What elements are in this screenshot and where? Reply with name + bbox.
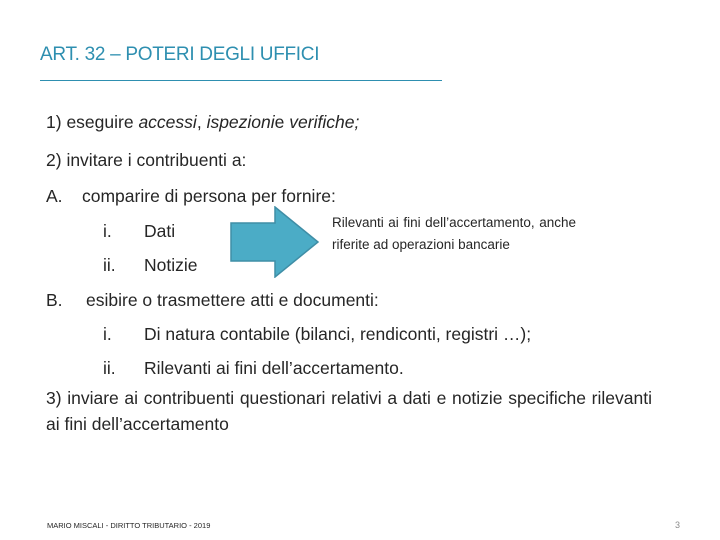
item-3-bold: inviare ai contribuenti questionari xyxy=(67,388,326,408)
item-3 xyxy=(46,385,652,437)
sub-a-item-1-text: Dati xyxy=(144,221,176,241)
sub-b-item-1-text: Di natura contabile (bilanci, rendiconti, registri …); xyxy=(144,324,532,344)
sub-b-marker: B. xyxy=(46,290,63,310)
item-1 xyxy=(46,112,359,133)
right-arrow-icon xyxy=(230,206,320,278)
item-2-text: invitare i contribuenti xyxy=(66,150,227,170)
item-2-number: 2) xyxy=(46,150,62,170)
item-1-ispezioni: ispezioni xyxy=(206,112,275,132)
item-1-accessi: accessi xyxy=(138,112,197,132)
footer-text: MARIO MISCALI - DIRITTO TRIBUTARIO - 2019 xyxy=(47,521,211,530)
sub-b-item-2-text: Rilevanti ai fini dell’accertamento. xyxy=(144,358,404,378)
sub-a-text: comparire di persona per fornire: xyxy=(82,186,336,206)
sub-b-item-1-marker: i. xyxy=(103,324,112,344)
item-2-suffix: a: xyxy=(231,150,247,170)
page-number: 3 xyxy=(674,520,680,530)
sub-b-text: esibire o trasmettere atti e documenti: xyxy=(86,290,379,310)
item-1-and: e xyxy=(274,112,285,132)
item-1-comma: , xyxy=(196,112,202,132)
sub-a-item-2-text: Notizie xyxy=(144,255,198,275)
item-1-number: 1) xyxy=(46,112,62,132)
sub-b-item-2-marker: ii. xyxy=(103,358,116,378)
sub-a-note: Rilevanti ai fini dell’accertamento, anche riferite ad operazioni bancarie xyxy=(332,215,576,252)
item-3-text: relativi a dati e notizie specifiche rilevanti ai fini dell’accertamento xyxy=(46,388,652,434)
title-underline xyxy=(40,80,442,81)
slide-title: ART. 32 – POTERI DEGLI UFFICI xyxy=(40,44,320,65)
item-1-verifiche: verifiche; xyxy=(289,112,360,132)
sub-a-item-1-marker: i. xyxy=(103,221,112,241)
item-1-text: eseguire xyxy=(66,112,134,132)
sub-a-marker: A. xyxy=(46,186,63,206)
item-3-number: 3) xyxy=(46,388,62,408)
sub-a-item-2-marker: ii. xyxy=(103,255,116,275)
item-2 xyxy=(46,150,246,171)
